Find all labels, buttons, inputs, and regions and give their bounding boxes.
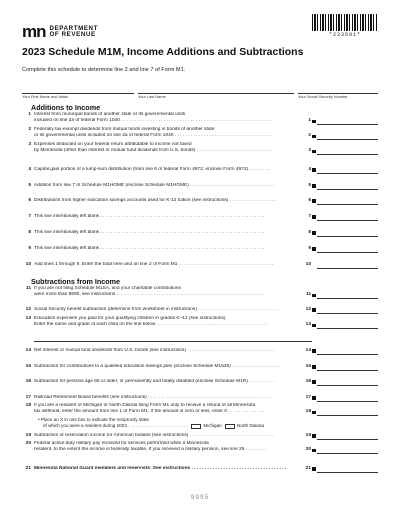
subtractions-heading: Subtractions from Income <box>31 277 121 286</box>
box-number: 16 <box>305 379 311 384</box>
box-number: 5 <box>308 183 311 188</box>
reciprocity-state-selector <box>38 417 264 430</box>
entry-marker-icon <box>312 150 316 154</box>
line-21 <box>22 466 378 474</box>
amount-field-2[interactable] <box>317 139 378 140</box>
line-number: 4 <box>28 167 31 172</box>
line-text: Capital gain portion of a lump-sum distribution (from line 6 of federal Form 4972; enclose Form 4972) . . . . . . . . <box>34 167 270 172</box>
box-number: 15 <box>305 364 311 369</box>
line-text: Subtraction for contributions to a qualified education savings plan (enclose Schedule M1529) . . . . . . . . . . . . . . . . . . <box>34 364 279 369</box>
line-5 <box>22 183 378 191</box>
line-19 <box>22 433 378 441</box>
entry-marker-icon <box>312 411 316 415</box>
box-number: 19 <box>305 433 311 438</box>
line-text: Railroad Retirement Board benefits (see instructions) . . . . . . . . . . . . . . . . . . . . . . . . . . . . . . . . . . . . . . . . . . . . . . . <box>34 395 273 400</box>
line-18 <box>22 403 378 417</box>
line-number: 8 <box>28 230 31 235</box>
line-text: This line intentionally left blank . . . . . . . . . . . . . . . . . . . . . . . . . . . . . . . . . . . . . . . . . . . . . . . . . . . . . . . . . . . . . . <box>34 230 265 235</box>
line-1 <box>22 112 378 126</box>
logo-line2: OF REVENUE <box>49 31 96 38</box>
amount-field-5[interactable] <box>317 189 378 190</box>
box-number: 12 <box>305 307 311 312</box>
line-2 <box>22 127 378 141</box>
amount-field-11[interactable] <box>317 298 378 299</box>
box-number: 11 <box>305 292 311 298</box>
line-number: 15 <box>25 364 31 369</box>
line-number: 16 <box>25 379 31 384</box>
box-number: 8 <box>308 230 311 235</box>
additions-heading: Additions to Income <box>31 103 101 112</box>
entry-marker-icon <box>312 349 316 353</box>
line-text: Add lines 1 through 9. Enter the total here and on line 2 of Form M1 . . . . . . . . . . . . . . . . . . . . . . . . . . . . . . . . . . . . <box>34 262 274 267</box>
box-number: 21 <box>305 466 311 471</box>
entry-marker-icon <box>312 365 316 369</box>
barcode-bars-icon <box>312 14 378 31</box>
amount-field-1[interactable] <box>317 124 378 125</box>
line-10 <box>22 262 378 270</box>
bullet: • <box>38 417 40 422</box>
amount-field-15[interactable] <box>317 370 378 371</box>
box-number: 20 <box>305 447 311 453</box>
entry-marker-icon <box>312 380 316 384</box>
line-number: 1 <box>28 112 31 117</box>
barcode <box>312 14 378 42</box>
form-header <box>22 22 378 44</box>
line-12 <box>22 307 378 315</box>
ssn-label: Your Social Security Number <box>298 94 348 99</box>
line-11 <box>22 286 378 300</box>
logo-mark: mn <box>22 22 46 41</box>
line-text: Education expenses you paid for your qualifying children in grades K–12 (see instructions) <box>34 316 226 321</box>
line-text: Net interest or mutual fund dividends from U.S. bonds (see instructions) . . . . . . . . . . . . . . . . . . . . . . . . . . . . . . . . . <box>34 348 274 353</box>
box-number: 2 <box>308 133 311 139</box>
line-text: resident, to the extent the income is federally taxable. If you received a military pension, see line 25 . . . . . . . . <box>34 447 266 453</box>
entry-marker-icon <box>312 120 316 124</box>
box-number: 17 <box>305 395 311 400</box>
line-text: Expenses deducted on your federal return attributable to income not taxed <box>34 142 192 147</box>
logo-text <box>50 26 99 39</box>
line-text: tax withheld, enter the amount from line 1 of Form M1. If the amount is zero or less, enter 0 . . . . . . . . . . . . . . . <box>34 409 268 415</box>
amount-field-20[interactable] <box>317 453 378 454</box>
barcode-number: *233591* <box>328 32 361 38</box>
line-number: 10 <box>25 262 31 267</box>
line-20 <box>22 441 378 455</box>
last-name-label: Your Last Name <box>138 94 166 99</box>
mn-revenue-logo <box>22 24 98 40</box>
line-number: 13 <box>25 316 31 321</box>
box-number: 9 <box>308 246 311 251</box>
amount-field-16[interactable] <box>317 385 378 386</box>
line-text: If you are a resident of Michigan or North Dakota filing Form M1 only to receive a refund of all Minnesota <box>34 403 256 408</box>
box-number: 7 <box>308 214 311 219</box>
entry-marker-icon <box>312 168 316 172</box>
line-text: Subtraction of reservation income for American Indians (see instructions) . . . . . . . . . . . . . . . . . . . . . . . . . . . . . . . . <box>34 433 274 438</box>
amount-field-19[interactable] <box>317 439 378 440</box>
box-number: 6 <box>308 198 311 203</box>
box-number: 13 <box>305 322 311 328</box>
amount-field-18[interactable] <box>317 415 378 416</box>
line-number: 11 <box>25 286 31 291</box>
entry-marker-icon <box>312 199 316 203</box>
first-name-label: Your First Name and Initial <box>22 94 68 99</box>
line-number: 7 <box>28 214 31 219</box>
line-text: or its governmental units included on line 2a of federal Form 1040 . . . . . . . . . . . . . . . . . . . . . . . . . . . . . . . . . . . . . <box>34 133 273 139</box>
line-text: included on line 2a of federal Form 1040 . . . . . . . . . . . . . . . . . . . . . . . . . . . . . . . . . . . . . . . . . . . . . . . . . . . . . . . . . <box>34 118 272 124</box>
amount-field-6[interactable] <box>317 204 378 205</box>
line-text: Subtraction for persons age 65 or older, or permanently and totally disabled (enclose Schedule M1R) . . . . . . . . . . <box>34 379 275 384</box>
line-6 <box>22 198 378 206</box>
amount-field-12[interactable] <box>317 313 378 314</box>
line-4 <box>22 167 378 175</box>
reciprocity-text-1: Place an X in one box to indicate the reciprocity state <box>40 417 149 422</box>
amount-field-13[interactable] <box>317 328 378 329</box>
line-number: 17 <box>25 395 31 400</box>
line-number: 9 <box>28 246 31 251</box>
line-15 <box>22 364 378 372</box>
line-8 <box>22 230 378 238</box>
box-number: 14 <box>305 348 311 353</box>
taxpayer-name-row <box>22 89 378 101</box>
line-number: 14 <box>25 348 31 353</box>
line-text: Federally tax-exempt dividends from mutual funds investing in bonds of another state <box>34 127 215 132</box>
line-text: This line intentionally left blank . . . . . . . . . . . . . . . . . . . . . . . . . . . . . . . . . . . . . . . . . . . . . . . . . . . . . . . . . . . . . . <box>34 214 265 219</box>
amount-field-4[interactable] <box>317 173 378 174</box>
line-number: 20 <box>25 441 31 446</box>
entry-marker-icon <box>312 467 316 471</box>
north-dakota-label: North Dakota <box>236 423 265 429</box>
line-text: by Minnesota (other than interest or mutual fund dividends from U.S. bonds) . . . . . . . . . . . . . . . . . . . . . . . . . . . . . <box>34 148 273 154</box>
entry-marker-icon <box>312 184 316 188</box>
form-intro: Complete this schedule to determine line 2 and line 7 of Form M1. <box>22 67 186 73</box>
line-14 <box>22 348 378 356</box>
amount-field-21[interactable] <box>317 472 378 473</box>
line-number: 18 <box>25 403 31 408</box>
line-text: Distributions from higher education savings accounts used for K-12 tuition (see instructions) . . . . . . . . . . . . . . . . . . <box>34 198 277 203</box>
line-text: Interest from municipal bonds of another state or its governmental units <box>34 112 186 117</box>
form-title: 2023 Schedule M1M, Income Additions and Subtractions <box>22 46 304 58</box>
entry-marker-icon <box>312 396 316 400</box>
entry-marker-icon <box>312 231 316 235</box>
line-number: 21 <box>25 466 31 471</box>
line-9 <box>22 246 378 254</box>
line-text: were more than $500, see instructions . . . . . . . . . . . . . . . . . . . . . . . . . . . . . . . . . . . . . . . . . . . . . . . . . . . . . . . . <box>34 292 265 298</box>
amount-field-14[interactable] <box>317 354 378 355</box>
michigan-label: Michigan <box>203 423 222 429</box>
michigan-checkbox[interactable] <box>191 424 201 429</box>
entry-marker-icon <box>312 324 316 328</box>
line-number: 2 <box>28 127 31 132</box>
line-number: 5 <box>28 183 31 188</box>
line-text: Social Security benefit subtraction (determine from worksheet in instructions) . . . . . . . . . . . . . . . . . . . . . . . . . . . . . . <box>34 307 277 312</box>
amount-field-10[interactable] <box>317 268 378 269</box>
logo-line1: DEPARTMENT <box>49 24 99 32</box>
north-dakota-checkbox[interactable] <box>225 424 235 429</box>
amount-field-7[interactable] <box>317 220 378 221</box>
box-number: 4 <box>308 167 311 172</box>
box-number: 18 <box>305 409 311 415</box>
line-number: 12 <box>25 307 31 312</box>
amount-field-17[interactable] <box>317 401 378 402</box>
amount-field-3[interactable] <box>317 154 378 155</box>
line-number: 19 <box>25 433 31 438</box>
line-text: Addition from line 7 of Schedule M1HOME (enclose Schedule M1HOME) . . . . . . . . . . . . . . . . . . . . . . . . . . . . . . . . <box>34 183 275 188</box>
line-number: 3 <box>28 142 31 147</box>
line-text: If you are not filing Schedule M1SA, and your charitable contributions <box>34 286 181 291</box>
entry-marker-icon <box>312 215 316 219</box>
line-text: Minnesota National Guard members and reservists: See instructions . . . . . . . . . . . . . . . . . . . . . . . . . . . . . . . . . . . . <box>34 466 287 471</box>
entry-marker-icon <box>312 434 316 438</box>
page-footer-code: 9995 <box>190 494 210 501</box>
line-text: Federal active-duty military pay received for services performed while a Minnesota <box>34 441 209 446</box>
line-17 <box>22 395 378 403</box>
line-text: This line intentionally left blank . . . . . . . . . . . . . . . . . . . . . . . . . . . . . . . . . . . . . . . . . . . . . . . . . . . . . . . . . . . . . . <box>34 246 265 251</box>
entry-marker-icon <box>312 308 316 312</box>
box-number: 3 <box>308 148 311 154</box>
box-number: 10 <box>305 262 311 267</box>
line-3 <box>22 142 378 156</box>
children-names-field[interactable] <box>34 341 312 342</box>
line-13-children-row <box>22 341 378 343</box>
amount-field-8[interactable] <box>317 236 378 237</box>
entry-marker-icon <box>312 135 316 139</box>
entry-marker-icon <box>312 449 316 453</box>
amount-field-9[interactable] <box>317 252 378 253</box>
line-text: Enter the name and grade of each child on the line below . . . . . . . . . . . . . . . . . . . . . . . . . . . . . . . . . . . . . . . . . . <box>34 322 268 328</box>
entry-marker-icon <box>312 294 316 298</box>
line-16 <box>22 379 378 387</box>
reciprocity-text-2: of which you were a resident during 2023 . . . . . . . . . . . . . . . . . . . . . . . . <box>43 423 189 429</box>
line-13 <box>22 316 378 330</box>
box-number: 1 <box>308 118 311 124</box>
line-number: 6 <box>28 198 31 203</box>
line-7 <box>22 214 378 222</box>
entry-marker-icon <box>312 247 316 251</box>
